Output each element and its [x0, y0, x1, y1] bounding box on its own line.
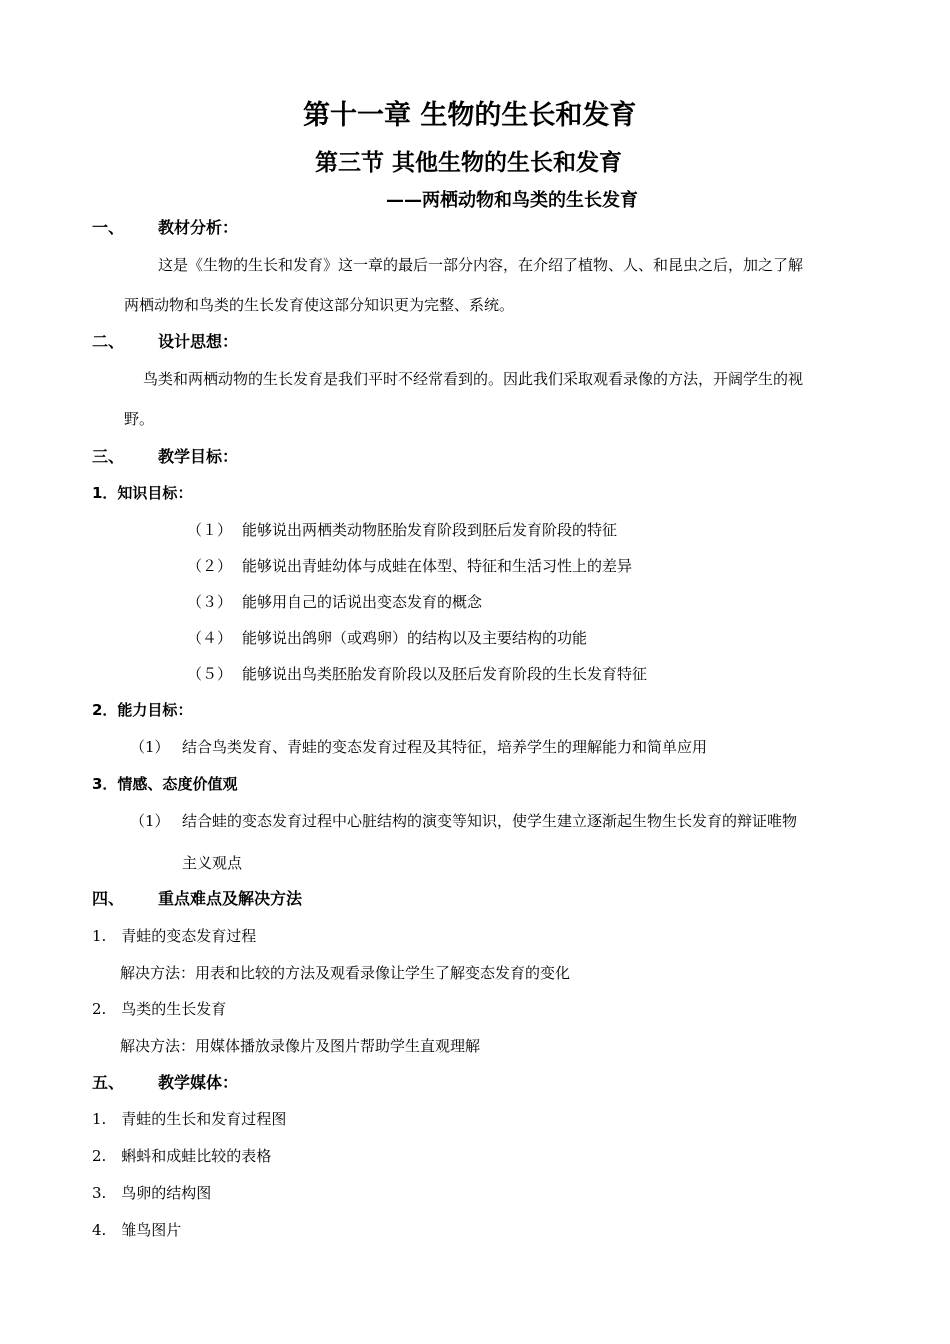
section-2-number: 二、: [92, 332, 125, 351]
section-1-heading: 教材分析：: [158, 218, 239, 237]
section-4-heading: 重点难点及解决方法: [158, 889, 303, 908]
knowledge-goal-2-number: （２）: [187, 557, 233, 575]
section-4-number: 四、: [92, 889, 125, 908]
key-point-1-solution: 解决方法：用表和比较的方法及观看录像让学生了解变态发育的变化: [120, 964, 571, 982]
ability-goal-1-number: （1）: [130, 738, 170, 756]
key-point-1: 1. 青蛙的变态发育过程: [92, 927, 257, 945]
attitude-goal-1-text-line-2: 主义观点: [182, 854, 243, 872]
knowledge-goal-5-text: 能够说出鸟类胚胎发育阶段以及胚后发育阶段的生长发育特征: [242, 665, 648, 683]
section-5-heading: 教学媒体：: [158, 1073, 239, 1092]
knowledge-goal-4-number: （４）: [187, 629, 233, 647]
media-item-1: 1. 青蛙的生长和发育过程图: [92, 1110, 287, 1128]
knowledge-goal-4-text: 能够说出鸽卵（或鸡卵）的结构以及主要结构的功能: [242, 629, 588, 647]
attitude-goal-1-text-line-1: 结合蛙的变态发育过程中心脏结构的演变等知识，使学生建立逐渐起生物生长发育的辩证唯物: [182, 812, 798, 830]
section-3-number: 三、: [92, 447, 125, 466]
section-2-heading: 设计思想：: [158, 332, 239, 351]
knowledge-goal-2-text: 能够说出青蛙幼体与成蛙在体型、特征和生活习性上的差异: [242, 557, 633, 575]
section-2-text-line-2: 野。: [124, 410, 155, 428]
knowledge-goal-1-text: 能够说出两栖类动物胚胎发育阶段到胚后发育阶段的特征: [242, 521, 618, 539]
section-1-text-line-1: 这是《生物的生长和发育》这一章的最后一部分内容，在介绍了植物、人、和昆虫之后，加之了解: [158, 256, 804, 274]
knowledge-goal-1-number: （１）: [187, 521, 233, 539]
section-3-heading: 教学目标：: [158, 447, 239, 466]
section-1-number: 一、: [92, 218, 125, 237]
section-5-number: 五、: [92, 1073, 125, 1092]
attitude-goal-1-number: （1）: [130, 812, 170, 830]
section-2-text-line-1: 鸟类和两栖动物的生长发育是我们平时不经常看到的。因此我们采取观看录像的方法，开阔学生的视: [143, 370, 804, 388]
ability-goals-heading: 2．能力目标：: [92, 701, 193, 719]
subtitle: ——两栖动物和鸟类的生长发育: [386, 190, 638, 211]
knowledge-goals-heading: 1．知识目标：: [92, 484, 193, 502]
key-point-2-solution: 解决方法：用媒体播放录像片及图片帮助学生直观理解: [120, 1037, 481, 1055]
knowledge-goal-3-number: （３）: [187, 593, 233, 611]
knowledge-goal-5-number: （５）: [187, 665, 233, 683]
media-item-2: 2. 蝌蚪和成蛙比较的表格: [92, 1147, 272, 1165]
attitude-goals-heading: 3．情感、态度价值观: [92, 775, 238, 793]
media-item-4: 4. 雏鸟图片: [92, 1221, 182, 1239]
section-title: 第三节 其他生物的生长和发育: [315, 150, 623, 176]
ability-goal-1-text: 结合鸟类发育、青蛙的变态发育过程及其特征，培养学生的理解能力和简单应用: [182, 738, 708, 756]
section-1-text-line-2: 两栖动物和鸟类的生长发育使这部分知识更为完整、系统。: [124, 296, 515, 314]
knowledge-goal-3-text: 能够用自己的话说出变态发育的概念: [242, 593, 483, 611]
chapter-title: 第十一章 生物的生长和发育: [303, 100, 637, 131]
key-point-2: 2. 鸟类的生长发育: [92, 1000, 227, 1018]
media-item-3: 3. 鸟卵的结构图: [92, 1184, 212, 1202]
